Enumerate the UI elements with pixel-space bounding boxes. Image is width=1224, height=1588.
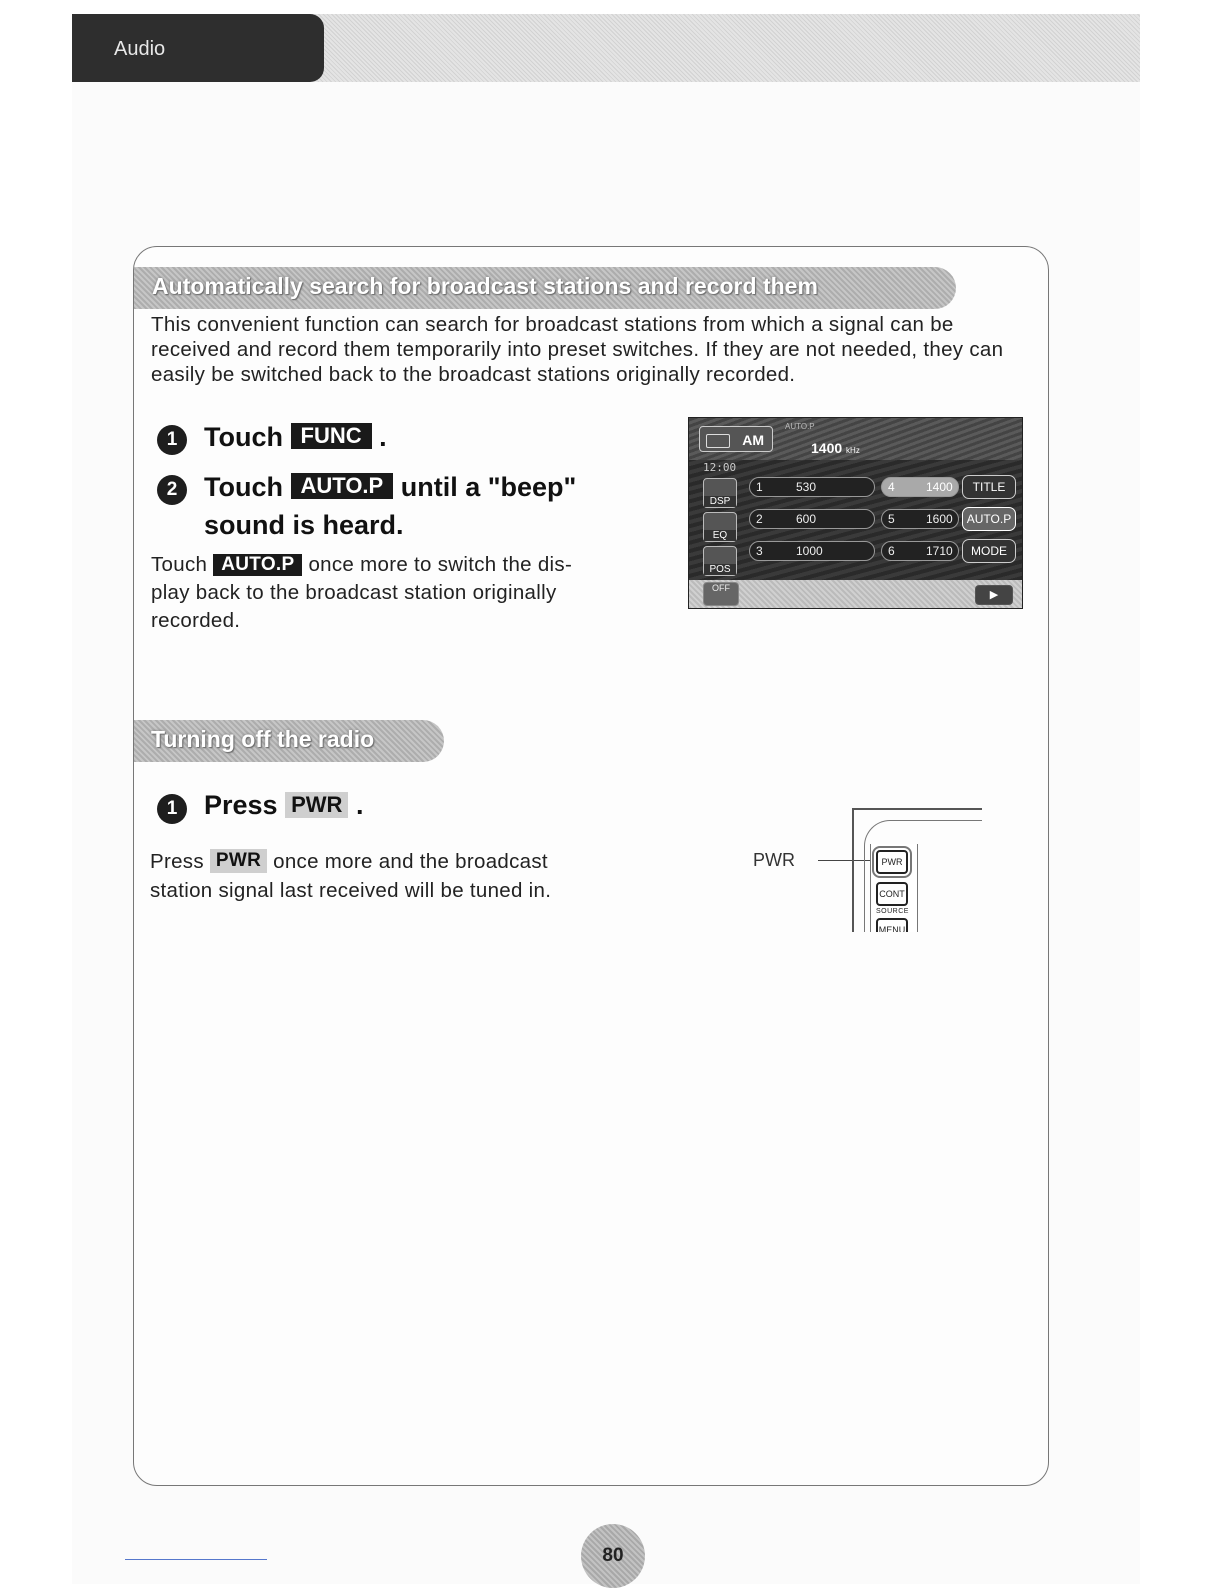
preset-button-5[interactable] xyxy=(881,509,959,529)
off-label: OFF xyxy=(712,583,730,593)
eq-label: EQ xyxy=(704,530,736,541)
preset-frequency: 1400 xyxy=(926,480,953,494)
preset-button-4[interactable] xyxy=(881,477,959,497)
menu-hardware-button: MENU xyxy=(876,918,908,932)
dsp-label: DSP xyxy=(704,496,736,507)
preset-button-2[interactable] xyxy=(749,509,875,529)
pwr-key: PWR xyxy=(210,849,267,873)
step-2-instruction xyxy=(204,472,576,503)
eq-button[interactable] xyxy=(703,512,737,542)
section-title-radio-off: Turning off the radio xyxy=(151,726,375,752)
autop-note xyxy=(151,551,671,635)
frequency-display xyxy=(811,440,860,456)
band-button[interactable] xyxy=(699,426,773,452)
pwr-note xyxy=(150,847,670,905)
dsp-button[interactable] xyxy=(703,478,737,508)
autop-key: AUTO.P xyxy=(213,554,302,576)
frequency-value: 1400 xyxy=(811,440,843,456)
note-line-2: station signal last received will be tuned in. xyxy=(150,879,552,902)
preset-number: 5 xyxy=(888,512,895,526)
header-title: Audio xyxy=(114,38,166,60)
note-line-2: play back to the broadcast station originally xyxy=(151,581,557,604)
section-title-auto-search: Automatically search for broadcast stations and record them xyxy=(152,273,818,299)
step-number: 2 xyxy=(157,475,187,505)
step-verb: Touch xyxy=(204,472,283,502)
step-suffix: until a "beep" xyxy=(400,472,577,502)
preset-number: 4 xyxy=(888,480,895,494)
note-line-3: recorded. xyxy=(151,609,241,632)
pos-button[interactable] xyxy=(703,546,737,576)
off-button[interactable] xyxy=(703,582,739,606)
step-1-instruction xyxy=(204,422,387,453)
note-after: once more and the broadcast xyxy=(273,850,548,873)
mode-tag: AUTO.P xyxy=(785,422,815,431)
preset-button-3[interactable] xyxy=(749,541,875,561)
mode-button[interactable]: MODE xyxy=(962,539,1016,563)
next-arrow-button[interactable] xyxy=(975,585,1013,605)
intro-text: This convenient function can search for broadcast stations from which a signal can be received and record them temporarily into preset switches. If they are not needed, they can easily be switched back to the broadcast stations originally recorded. xyxy=(151,313,1004,386)
page-number: 80 xyxy=(581,1524,645,1588)
footer-rule xyxy=(125,1559,267,1560)
preset-frequency: 1000 xyxy=(796,544,823,558)
autop-button[interactable]: AUTO.P xyxy=(962,507,1016,531)
frequency-unit: kHz xyxy=(846,446,860,455)
step-suffix: . xyxy=(355,790,364,820)
header-tab xyxy=(72,14,324,82)
pwr-key: PWR xyxy=(285,792,348,818)
preset-number: 1 xyxy=(756,480,763,494)
autop-key: AUTO.P xyxy=(291,473,394,499)
note-after: once more to switch the dis- xyxy=(308,553,573,576)
head-unit-illustration xyxy=(852,808,982,932)
preset-frequency: 530 xyxy=(796,480,817,494)
radio-icon xyxy=(706,434,730,448)
play-icon: ▶ xyxy=(989,589,999,601)
preset-frequency: 600 xyxy=(796,512,817,526)
cont-hardware-button: CONT xyxy=(876,882,908,906)
pwr-hardware-button: PWR xyxy=(876,850,908,874)
preset-frequency: 1600 xyxy=(926,512,953,526)
preset-number: 3 xyxy=(756,544,763,558)
pwr-callout-label: PWR xyxy=(753,850,795,870)
source-label: SOURCE xyxy=(876,908,909,915)
note-before: Touch xyxy=(151,553,208,576)
preset-frequency: 1710 xyxy=(926,544,953,558)
func-key: FUNC xyxy=(291,423,372,449)
radio-screen xyxy=(688,417,1023,609)
step-verb: Press xyxy=(204,790,278,820)
step-number: 1 xyxy=(157,425,187,455)
clock: 12:00 xyxy=(703,461,737,474)
preset-button-1[interactable] xyxy=(749,477,875,497)
press-pwr-instruction xyxy=(204,790,363,821)
preset-number: 6 xyxy=(888,544,895,558)
preset-number: 2 xyxy=(756,512,763,526)
preset-button-6[interactable] xyxy=(881,541,959,561)
step-2-continuation: sound is heard. xyxy=(204,510,404,540)
note-before: Press xyxy=(150,850,204,873)
band-label: AM xyxy=(742,432,764,448)
step-suffix: . xyxy=(379,422,387,452)
step-number: 1 xyxy=(157,794,187,824)
title-button[interactable]: TITLE xyxy=(962,475,1016,499)
pos-label: POS xyxy=(704,564,736,575)
step-verb: Touch xyxy=(204,422,283,452)
